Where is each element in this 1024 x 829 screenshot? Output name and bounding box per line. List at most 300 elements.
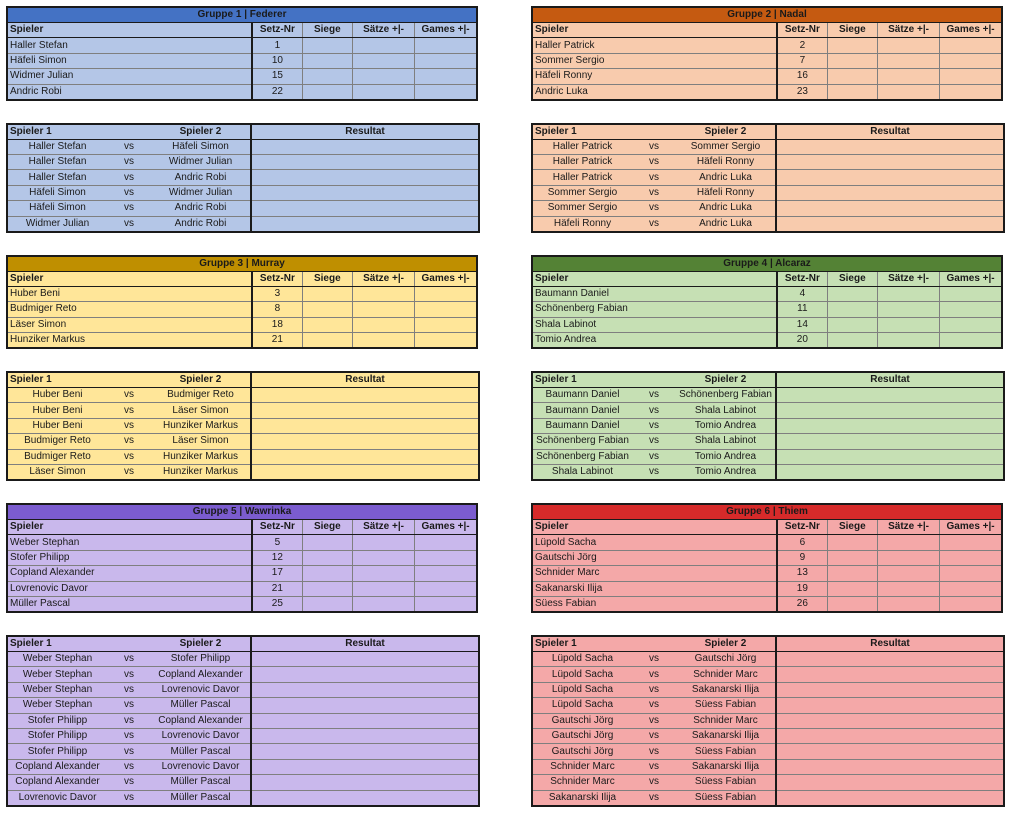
result-cell[interactable] — [251, 667, 479, 682]
player-name: Budmiger Reto — [7, 302, 252, 317]
player-row — [7, 286, 477, 301]
match-player-1: Schnider Marc — [532, 759, 632, 774]
header-resultat: Resultat — [251, 372, 479, 388]
match-header-row — [7, 124, 479, 140]
player-name: Sommer Sergio — [532, 53, 777, 68]
header-spieler-2: Spieler 2 — [676, 636, 776, 652]
match-player-2: Müller Pascal — [151, 698, 251, 713]
result-cell[interactable] — [776, 139, 1004, 154]
match-player-2: Sakanarski Ilija — [676, 759, 776, 774]
group-title-row — [532, 7, 1002, 23]
games-cell[interactable] — [940, 535, 1002, 550]
games-cell[interactable] — [415, 581, 477, 596]
result-cell[interactable] — [776, 744, 1004, 759]
player-row — [7, 550, 477, 565]
games-cell[interactable] — [940, 286, 1002, 301]
match-table — [531, 123, 1005, 233]
saetze-cell[interactable] — [877, 53, 939, 68]
siege-cell[interactable] — [827, 84, 877, 100]
match-row — [532, 388, 1004, 403]
match-player-2: Hunziker Markus — [151, 449, 251, 464]
match-player-1: Stofer Philipp — [7, 713, 107, 728]
saetze-cell[interactable] — [352, 566, 414, 581]
match-table — [531, 371, 1005, 481]
vs-label: vs — [107, 651, 151, 666]
saetze-cell[interactable] — [352, 581, 414, 596]
saetze-cell[interactable] — [877, 596, 939, 612]
header-games: Games +|- — [940, 271, 1002, 286]
match-player-2: Widmer Julian — [151, 154, 251, 169]
match-player-2: Lovrenovic Davor — [151, 759, 251, 774]
vs-label: vs — [632, 418, 676, 433]
match-row — [532, 790, 1004, 806]
vs-label: vs — [632, 185, 676, 200]
header-spieler: Spieler — [532, 23, 777, 38]
result-cell[interactable] — [251, 154, 479, 169]
match-row — [532, 744, 1004, 759]
games-cell[interactable] — [415, 69, 477, 84]
games-cell[interactable] — [415, 317, 477, 332]
saetze-cell[interactable] — [352, 69, 414, 84]
result-cell[interactable] — [776, 449, 1004, 464]
siege-cell[interactable] — [302, 566, 352, 581]
player-name: Tomio Andrea — [532, 333, 777, 349]
header-siege: Siege — [302, 520, 352, 535]
games-cell[interactable] — [415, 550, 477, 565]
match-row — [532, 170, 1004, 185]
player-name: Widmer Julian — [7, 69, 252, 84]
saetze-cell[interactable] — [352, 38, 414, 53]
siege-cell[interactable] — [302, 69, 352, 84]
result-cell[interactable] — [251, 465, 479, 481]
player-name: Lovrenovic Davor — [7, 581, 252, 596]
saetze-cell[interactable] — [352, 333, 414, 349]
result-cell[interactable] — [251, 418, 479, 433]
result-cell[interactable] — [251, 139, 479, 154]
match-row — [532, 775, 1004, 790]
header-spieler-1: Spieler 1 — [532, 372, 632, 388]
games-cell[interactable] — [940, 53, 1002, 68]
match-table — [6, 635, 480, 807]
saetze-cell[interactable] — [352, 302, 414, 317]
saetze-cell[interactable] — [352, 317, 414, 332]
match-player-1: Shala Labinot — [532, 465, 632, 481]
match-row — [7, 775, 479, 790]
siege-cell[interactable] — [302, 38, 352, 53]
right-column — [531, 6, 1003, 829]
match-player-1: Häfeli Simon — [7, 185, 107, 200]
header-siege: Siege — [827, 520, 877, 535]
vs-label: vs — [632, 790, 676, 806]
player-row — [532, 302, 1002, 317]
result-cell[interactable] — [776, 698, 1004, 713]
header-resultat: Resultat — [776, 124, 1004, 140]
match-player-2: Copland Alexander — [151, 667, 251, 682]
saetze-cell[interactable] — [877, 286, 939, 301]
header-games: Games +|- — [415, 23, 477, 38]
match-player-1: Sommer Sergio — [532, 201, 632, 216]
player-seed: 1 — [252, 38, 302, 53]
result-cell[interactable] — [251, 744, 479, 759]
match-row — [532, 403, 1004, 418]
header-spieler: Spieler — [7, 23, 252, 38]
match-player-2: Copland Alexander — [151, 713, 251, 728]
player-row — [7, 581, 477, 596]
result-cell[interactable] — [776, 434, 1004, 449]
games-cell[interactable] — [940, 333, 1002, 349]
header-saetze: Sätze +|- — [352, 271, 414, 286]
match-header-row — [532, 124, 1004, 140]
header-spieler: Spieler — [7, 271, 252, 286]
match-player-1: Huber Beni — [7, 388, 107, 403]
player-seed: 12 — [252, 550, 302, 565]
games-cell[interactable] — [415, 84, 477, 100]
match-row — [7, 651, 479, 666]
player-name: Huber Beni — [7, 286, 252, 301]
header-spieler-2: Spieler 2 — [676, 124, 776, 140]
match-row — [532, 139, 1004, 154]
player-row — [7, 333, 477, 349]
vs-label: vs — [107, 728, 151, 743]
vs-label: vs — [107, 185, 151, 200]
match-player-1: Weber Stephan — [7, 698, 107, 713]
match-header-row — [7, 636, 479, 652]
player-row — [7, 84, 477, 100]
header-resultat: Resultat — [776, 372, 1004, 388]
vs-label: vs — [107, 698, 151, 713]
match-player-1: Sommer Sergio — [532, 185, 632, 200]
match-player-1: Lüpold Sacha — [532, 698, 632, 713]
result-cell[interactable] — [776, 775, 1004, 790]
saetze-cell[interactable] — [352, 286, 414, 301]
saetze-cell[interactable] — [877, 581, 939, 596]
match-player-1: Baumann Daniel — [532, 418, 632, 433]
result-cell[interactable] — [251, 434, 479, 449]
result-cell[interactable] — [776, 728, 1004, 743]
games-cell[interactable] — [415, 566, 477, 581]
games-cell[interactable] — [940, 596, 1002, 612]
siege-cell[interactable] — [302, 581, 352, 596]
saetze-cell[interactable] — [877, 38, 939, 53]
games-cell[interactable] — [940, 317, 1002, 332]
siege-cell[interactable] — [302, 317, 352, 332]
match-row — [7, 185, 479, 200]
match-row — [7, 403, 479, 418]
group-block — [6, 255, 478, 482]
header-spacer — [632, 372, 676, 388]
vs-label: vs — [107, 403, 151, 418]
match-player-2: Müller Pascal — [151, 790, 251, 806]
vs-label: vs — [107, 170, 151, 185]
player-seed: 21 — [252, 333, 302, 349]
result-cell[interactable] — [776, 388, 1004, 403]
player-seed: 4 — [777, 286, 827, 301]
games-cell[interactable] — [940, 566, 1002, 581]
match-player-1: Baumann Daniel — [532, 388, 632, 403]
result-cell[interactable] — [776, 201, 1004, 216]
player-row — [532, 535, 1002, 550]
match-table — [531, 635, 1005, 807]
games-cell[interactable] — [415, 596, 477, 612]
saetze-cell[interactable] — [352, 84, 414, 100]
result-cell[interactable] — [776, 418, 1004, 433]
vs-label: vs — [107, 418, 151, 433]
player-table — [6, 255, 478, 350]
result-cell[interactable] — [776, 759, 1004, 774]
match-player-2: Gautschi Jörg — [676, 651, 776, 666]
player-row — [532, 596, 1002, 612]
vs-label: vs — [632, 465, 676, 481]
result-cell[interactable] — [251, 759, 479, 774]
vs-label: vs — [107, 465, 151, 481]
match-player-2: Süess Fabian — [676, 698, 776, 713]
player-row — [7, 535, 477, 550]
result-cell[interactable] — [251, 698, 479, 713]
match-row — [532, 434, 1004, 449]
result-cell[interactable] — [251, 449, 479, 464]
player-seed: 25 — [252, 596, 302, 612]
siege-cell[interactable] — [827, 566, 877, 581]
match-row — [532, 713, 1004, 728]
siege-cell[interactable] — [827, 333, 877, 349]
saetze-cell[interactable] — [352, 596, 414, 612]
saetze-cell[interactable] — [877, 302, 939, 317]
result-cell[interactable] — [776, 170, 1004, 185]
match-row — [532, 449, 1004, 464]
header-saetze: Sätze +|- — [877, 271, 939, 286]
player-row — [532, 286, 1002, 301]
match-row — [7, 154, 479, 169]
games-cell[interactable] — [940, 69, 1002, 84]
group-title: Gruppe 6 | Thiem — [532, 504, 1002, 520]
result-cell[interactable] — [251, 388, 479, 403]
header-spacer — [632, 636, 676, 652]
result-cell[interactable] — [251, 216, 479, 232]
group-title-row — [532, 256, 1002, 272]
group-title: Gruppe 4 | Alcaraz — [532, 256, 1002, 272]
result-cell[interactable] — [776, 185, 1004, 200]
games-cell[interactable] — [415, 333, 477, 349]
match-row — [532, 216, 1004, 232]
result-cell[interactable] — [776, 790, 1004, 806]
header-spieler-1: Spieler 1 — [532, 636, 632, 652]
saetze-cell[interactable] — [877, 566, 939, 581]
match-player-2: Müller Pascal — [151, 744, 251, 759]
result-cell[interactable] — [776, 154, 1004, 169]
saetze-cell[interactable] — [877, 550, 939, 565]
header-siege: Siege — [827, 23, 877, 38]
siege-cell[interactable] — [827, 317, 877, 332]
header-saetze: Sätze +|- — [877, 520, 939, 535]
saetze-cell[interactable] — [877, 69, 939, 84]
player-row — [7, 302, 477, 317]
result-cell[interactable] — [251, 185, 479, 200]
match-row — [7, 201, 479, 216]
match-player-1: Lüpold Sacha — [532, 651, 632, 666]
header-spieler-1: Spieler 1 — [7, 372, 107, 388]
saetze-cell[interactable] — [352, 53, 414, 68]
header-siege: Siege — [302, 271, 352, 286]
match-row — [7, 170, 479, 185]
siege-cell[interactable] — [302, 596, 352, 612]
header-games: Games +|- — [415, 520, 477, 535]
match-row — [7, 216, 479, 232]
result-cell[interactable] — [776, 651, 1004, 666]
siege-cell[interactable] — [827, 53, 877, 68]
siege-cell[interactable] — [302, 535, 352, 550]
match-player-1: Gautschi Jörg — [532, 713, 632, 728]
vs-label: vs — [632, 667, 676, 682]
vs-label: vs — [632, 775, 676, 790]
header-games: Games +|- — [940, 23, 1002, 38]
match-player-1: Haller Stefan — [7, 170, 107, 185]
result-cell[interactable] — [776, 216, 1004, 232]
player-seed: 23 — [777, 84, 827, 100]
result-cell[interactable] — [251, 403, 479, 418]
match-header-row — [7, 372, 479, 388]
vs-label: vs — [632, 139, 676, 154]
group-block — [531, 255, 1003, 482]
result-cell[interactable] — [251, 775, 479, 790]
result-cell[interactable] — [251, 682, 479, 697]
header-siege: Siege — [302, 23, 352, 38]
games-cell[interactable] — [940, 84, 1002, 100]
games-cell[interactable] — [940, 302, 1002, 317]
match-player-2: Süess Fabian — [676, 744, 776, 759]
match-player-1: Stofer Philipp — [7, 728, 107, 743]
result-cell[interactable] — [251, 790, 479, 806]
vs-label: vs — [632, 449, 676, 464]
player-name: Schnider Marc — [532, 566, 777, 581]
vs-label: vs — [632, 201, 676, 216]
match-row — [7, 667, 479, 682]
player-seed: 5 — [252, 535, 302, 550]
vs-label: vs — [107, 139, 151, 154]
match-player-1: Weber Stephan — [7, 682, 107, 697]
games-cell[interactable] — [940, 38, 1002, 53]
saetze-cell[interactable] — [352, 550, 414, 565]
player-table — [531, 255, 1003, 350]
player-header-row — [532, 271, 1002, 286]
match-player-1: Weber Stephan — [7, 651, 107, 666]
header-spieler-2: Spieler 2 — [151, 372, 251, 388]
match-table — [6, 371, 480, 481]
group-title: Gruppe 2 | Nadal — [532, 7, 1002, 23]
result-cell[interactable] — [776, 713, 1004, 728]
result-cell[interactable] — [776, 667, 1004, 682]
siege-cell[interactable] — [827, 581, 877, 596]
result-cell[interactable] — [776, 682, 1004, 697]
player-seed: 21 — [252, 581, 302, 596]
match-player-2: Sakanarski Ilija — [676, 682, 776, 697]
group-title: Gruppe 5 | Wawrinka — [7, 504, 477, 520]
match-row — [532, 418, 1004, 433]
player-table — [531, 6, 1003, 101]
siege-cell[interactable] — [827, 286, 877, 301]
player-name: Haller Patrick — [532, 38, 777, 53]
player-seed: 19 — [777, 581, 827, 596]
siege-cell[interactable] — [827, 535, 877, 550]
vs-label: vs — [632, 434, 676, 449]
games-cell[interactable] — [940, 581, 1002, 596]
saetze-cell[interactable] — [352, 535, 414, 550]
siege-cell[interactable] — [827, 38, 877, 53]
player-name: Copland Alexander — [7, 566, 252, 581]
saetze-cell[interactable] — [877, 535, 939, 550]
header-spieler: Spieler — [532, 271, 777, 286]
match-player-1: Huber Beni — [7, 418, 107, 433]
games-cell[interactable] — [415, 38, 477, 53]
player-name: Andric Robi — [7, 84, 252, 100]
match-player-2: Budmiger Reto — [151, 388, 251, 403]
group-title: Gruppe 3 | Murray — [7, 256, 477, 272]
match-table — [6, 123, 480, 233]
result-cell[interactable] — [776, 465, 1004, 481]
header-setz-nr: Setz-Nr — [252, 23, 302, 38]
player-header-row — [7, 23, 477, 38]
siege-cell[interactable] — [302, 333, 352, 349]
match-player-2: Hunziker Markus — [151, 418, 251, 433]
header-setz-nr: Setz-Nr — [252, 520, 302, 535]
result-cell[interactable] — [251, 201, 479, 216]
match-player-2: Shala Labinot — [676, 434, 776, 449]
siege-cell[interactable] — [302, 550, 352, 565]
match-player-1: Budmiger Reto — [7, 449, 107, 464]
games-cell[interactable] — [415, 286, 477, 301]
saetze-cell[interactable] — [877, 84, 939, 100]
saetze-cell[interactable] — [877, 333, 939, 349]
siege-cell[interactable] — [302, 84, 352, 100]
games-cell[interactable] — [940, 550, 1002, 565]
siege-cell[interactable] — [827, 596, 877, 612]
header-resultat: Resultat — [251, 636, 479, 652]
result-cell[interactable] — [251, 713, 479, 728]
siege-cell[interactable] — [302, 53, 352, 68]
siege-cell[interactable] — [302, 286, 352, 301]
match-player-2: Sakanarski Ilija — [676, 728, 776, 743]
siege-cell[interactable] — [827, 302, 877, 317]
result-cell[interactable] — [251, 651, 479, 666]
player-row — [532, 53, 1002, 68]
header-spacer — [107, 124, 151, 140]
result-cell[interactable] — [251, 170, 479, 185]
games-cell[interactable] — [415, 53, 477, 68]
player-table — [6, 6, 478, 101]
result-cell[interactable] — [776, 403, 1004, 418]
saetze-cell[interactable] — [877, 317, 939, 332]
match-player-1: Copland Alexander — [7, 759, 107, 774]
match-row — [7, 449, 479, 464]
games-cell[interactable] — [415, 302, 477, 317]
player-row — [7, 69, 477, 84]
siege-cell[interactable] — [827, 550, 877, 565]
player-header-row — [532, 23, 1002, 38]
player-seed: 10 — [252, 53, 302, 68]
match-player-2: Sommer Sergio — [676, 139, 776, 154]
match-row — [532, 651, 1004, 666]
siege-cell[interactable] — [302, 302, 352, 317]
result-cell[interactable] — [251, 728, 479, 743]
match-row — [7, 388, 479, 403]
header-spieler-2: Spieler 2 — [151, 124, 251, 140]
match-player-2: Andric Robi — [151, 216, 251, 232]
vs-label: vs — [107, 667, 151, 682]
games-cell[interactable] — [415, 535, 477, 550]
siege-cell[interactable] — [827, 69, 877, 84]
header-saetze: Sätze +|- — [877, 23, 939, 38]
group-title-row — [7, 504, 477, 520]
match-player-2: Andric Robi — [151, 170, 251, 185]
